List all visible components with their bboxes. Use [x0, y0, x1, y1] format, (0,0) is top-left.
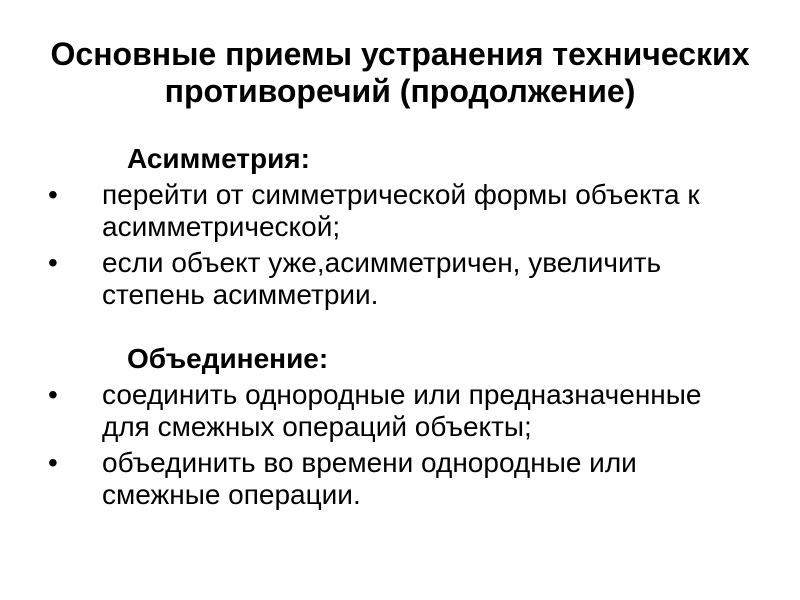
list-item	[0, 379, 800, 443]
bullet-icon: •	[48, 379, 58, 410]
slide-body	[0, 143, 800, 511]
section-asymmetry	[0, 143, 800, 311]
list-item	[0, 247, 800, 311]
list-item-text: соединить однородные или предназначенные для смежных операций объекты;	[102, 379, 702, 442]
section-combination	[0, 343, 800, 511]
slide-title: Основные приемы устранения технических противоречий (продолжение)	[50, 36, 750, 109]
bullet-icon: •	[48, 247, 58, 278]
list-item	[0, 179, 800, 243]
list-item-text: если объект уже,асимметричен, увеличить степень асимметрии.	[102, 247, 662, 310]
list-item-text: объединить во времени однородные или смежные операции.	[102, 447, 637, 510]
section-heading: Объединение:	[127, 343, 329, 374]
section-heading: Асимметрия:	[127, 143, 310, 174]
bullet-icon: •	[48, 179, 58, 210]
bullet-icon: •	[48, 447, 58, 478]
list-item	[0, 447, 800, 511]
list-item-text: перейти от симметрической формы объекта к асимметрической;	[102, 179, 700, 242]
